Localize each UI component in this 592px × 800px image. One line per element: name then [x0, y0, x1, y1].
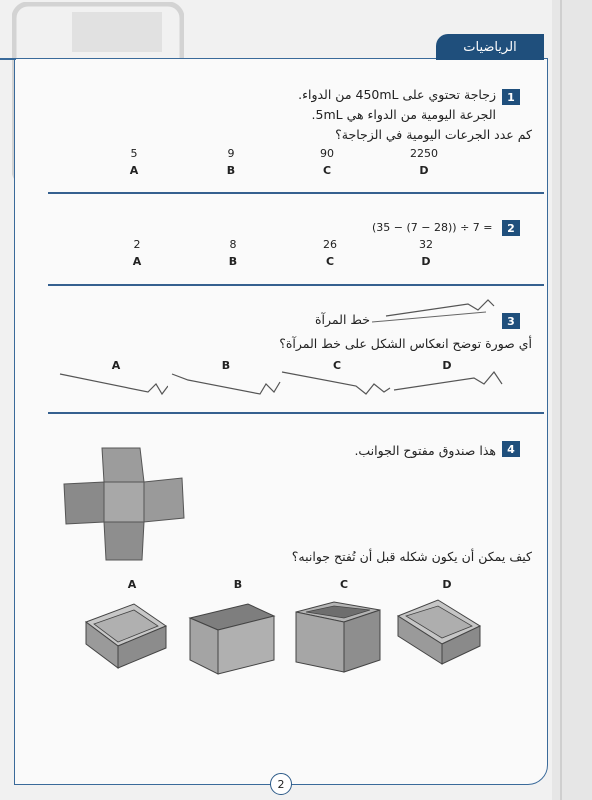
q1-option-c[interactable]: 90 C	[320, 147, 334, 177]
q3-option-b-label: B	[221, 359, 231, 372]
page-edge-line	[560, 0, 562, 800]
q2-option-b[interactable]: 8 B	[228, 238, 238, 268]
question-number-1: 1	[502, 89, 520, 105]
question-number-2: 2	[502, 220, 520, 236]
q2-option-c[interactable]: 26 C	[323, 238, 337, 268]
open-box-net	[62, 444, 188, 564]
question-number-3: 3	[502, 313, 520, 329]
q1-line-2: الجرعة اليومية من الدواء هي 5mL.	[311, 107, 496, 122]
q3-question: أي صورة توضح انعكاس الشكل على خط المرآة؟	[279, 336, 532, 351]
divider	[48, 412, 544, 414]
q4-option-b-figure[interactable]	[188, 600, 280, 676]
question-number-4: 4	[502, 441, 520, 457]
q2-option-a[interactable]: 2 A	[132, 238, 142, 268]
content-frame	[14, 58, 548, 785]
q3-option-a-label: A	[111, 359, 121, 372]
q4-option-d-figure[interactable]	[396, 598, 484, 668]
q1-line-1: زجاجة تحتوي على 450mL من الدواء.	[298, 87, 496, 102]
q4-statement: هذا صندوق مفتوح الجوانب.	[354, 443, 496, 458]
q4-option-b-label: B	[233, 578, 243, 591]
q3-option-c-figure[interactable]	[280, 368, 392, 398]
subject-title: الرياضيات	[463, 39, 517, 55]
q1-line-3: كم عدد الجرعات اليومية في الزجاجة؟	[335, 127, 532, 142]
q1-option-b[interactable]: 9 B	[226, 147, 236, 177]
divider	[48, 192, 544, 194]
divider	[48, 284, 544, 286]
q2-option-d[interactable]: 32 D	[419, 238, 433, 268]
q3-option-d-figure[interactable]	[392, 366, 504, 396]
q2-expression: (35 − (7 − 28)) ÷ 7 =	[372, 221, 493, 234]
subject-tab	[436, 34, 544, 60]
q4-option-d-label: D	[442, 578, 452, 591]
q1-option-d[interactable]: 2250 D	[410, 147, 438, 177]
q3-option-d-label: D	[442, 359, 452, 372]
q3-option-c-label: C	[332, 359, 342, 372]
q4-option-a-figure[interactable]	[82, 600, 170, 672]
q4-question: كيف يمكن أن يكون شكله قبل أن تُفتح جوانبه؟	[291, 549, 532, 564]
page-number: 2	[270, 773, 292, 795]
mirror-line-label: خط المرآة	[315, 312, 370, 327]
q3-option-b-figure[interactable]	[170, 368, 282, 398]
q3-option-a-figure[interactable]	[58, 368, 168, 398]
mirror-line-figure	[368, 296, 498, 328]
q4-option-c-figure[interactable]	[294, 600, 384, 674]
q4-option-a-label: A	[127, 578, 137, 591]
q4-option-c-label: C	[339, 578, 349, 591]
q1-option-a[interactable]: 5 A	[129, 147, 139, 177]
page-edge	[552, 0, 592, 800]
